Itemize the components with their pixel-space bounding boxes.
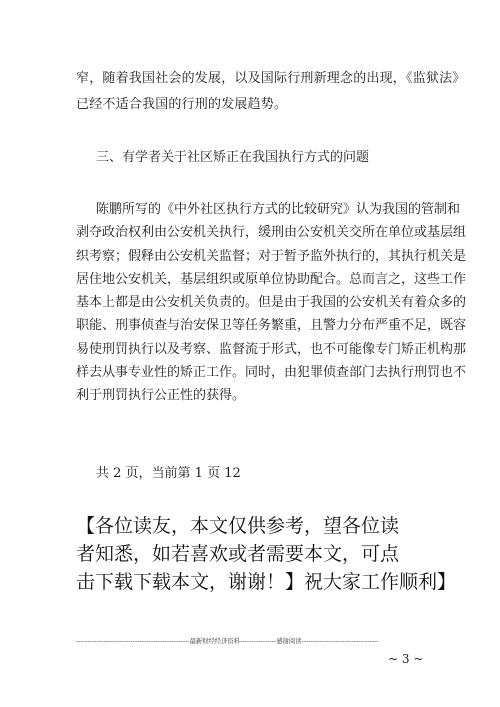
paragraph-line-6: 职能、刑事侦查与治安保卫等任务繁重，且警力分布严重不足，既容 (76, 318, 467, 334)
paragraph-line-8: 样去从事专业性的矫正工作。同时，由犯罪侦查部门去执行刑罚也不 (76, 365, 467, 381)
page-number: ~ 3 ~ (388, 652, 424, 666)
section-heading: 三、有学者关于社区矫正在我国执行方式的问题 (96, 150, 370, 165)
intro-line-1: 窄，随着我国社会的发展，以及国际行刑新理念的出现，《监狱法》 (76, 71, 466, 86)
notice-line-1: 【各位读友，本文仅供参考，望各位读 (76, 515, 400, 537)
page-info: 共 2 页，当前第 1 页 12 (96, 466, 241, 481)
body-paragraph (76, 198, 466, 408)
paragraph-line-4: 居住地公安机关，基层组织或原单位协助配合。总而言之，这些工作 (76, 271, 467, 287)
notice-line-3: 击下载下载本文，谢谢！】祝大家工作顺利】 (76, 571, 457, 593)
paragraph-line-7: 易使刑罚执行以及考察、监督流于形式，也不可能像专门矫正机构那 (76, 341, 467, 357)
paragraph-line-2: 剥夺政治权利由公安机关执行，缓刑由公安机关交所在单位或基层组 (76, 225, 467, 241)
paragraph-line-1: 陈鹏所写的《中外社区执行方式的比较研究》认为我国的管制和 (96, 202, 461, 217)
intro-line-2: 已经不适合我国的行刑的发展趋势。 (76, 97, 288, 112)
paragraph-line-3: 织考察；假释由公安机关监督；对于暂予监外执行的，其执行机关是 (76, 248, 467, 264)
download-notice (76, 512, 456, 596)
notice-line-2: 者知悉，如若喜欢或者需要本文，可点 (76, 543, 400, 565)
paragraph-line-9: 利于刑罚执行公正性的获得。 (76, 388, 246, 404)
paragraph-line-5: 基本上都是由公安机关负责的。但是由于我国的公安机关有着众多的 (76, 295, 467, 311)
footer-rule: --------------------------------------------------最新财经经济资料----------------感谢阅读---------------------------------- (76, 638, 379, 645)
